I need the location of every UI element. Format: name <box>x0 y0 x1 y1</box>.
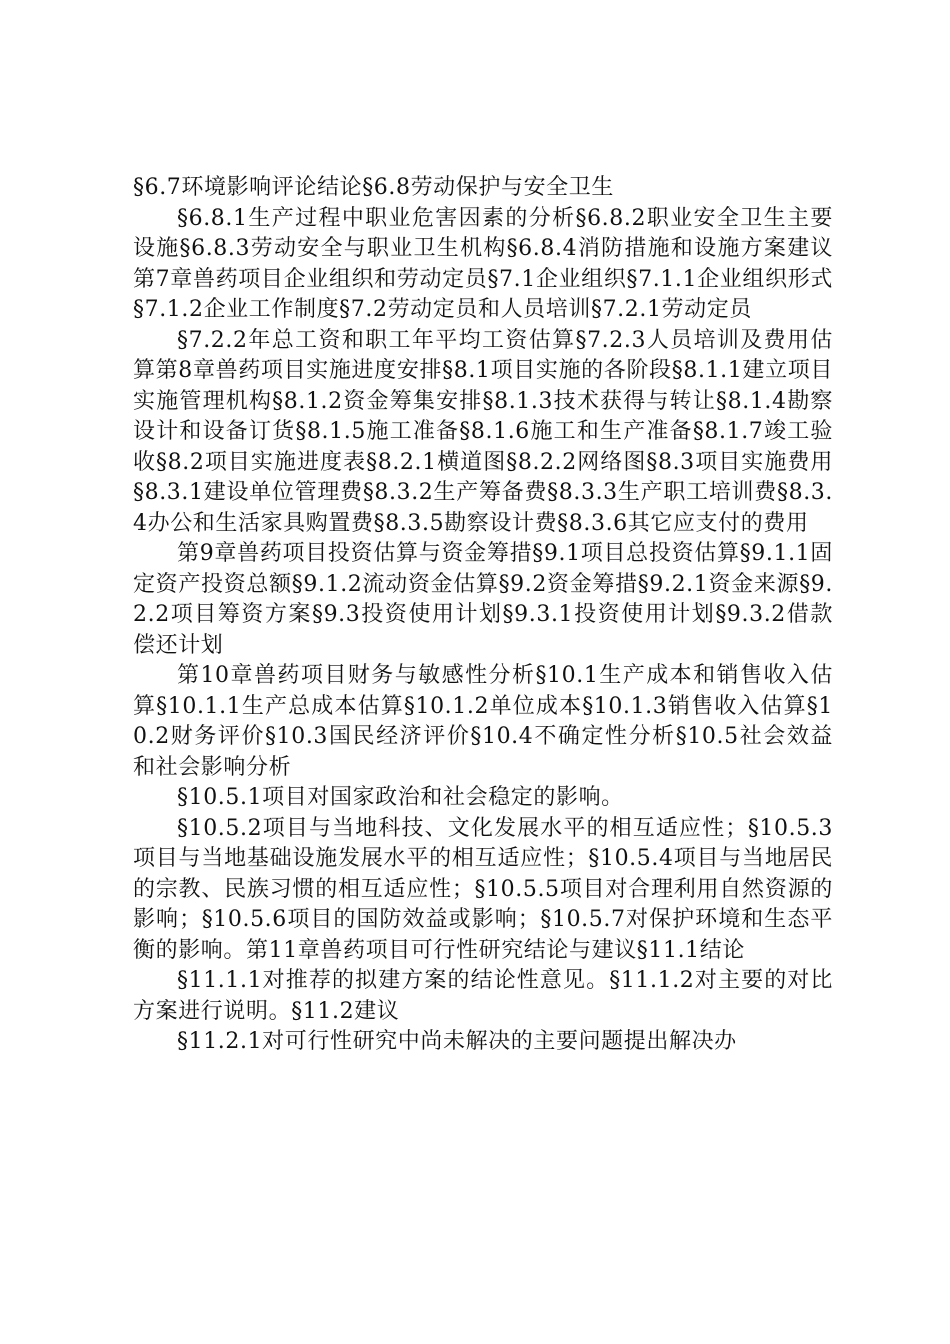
paragraph-5: 第10章兽药项目财务与敏感性分析§10.1生产成本和销售收入估算§10.1.1生产总成本估算§10.1.2单位成本§10.1.3销售收入估算§10.2财务评价§10.3国民经济评价§10.4不确定性分析§10.5社会效益和社会影响分析 <box>133 663 833 780</box>
paragraph-4: 第9章兽药项目投资估算与资金筹措§9.1项目总投资估算§9.1.1固定资产投资总额§9.1.2流动资金估算§9.2资金筹措§9.2.1资金来源§9.2.2项目筹资方案§9.3投资使用计划§9.3.1投资使用计划§9.3.2借款偿还计划 <box>133 541 833 658</box>
paragraph-6: §10.5.1项目对国家政治和社会稳定的影响。 <box>177 785 624 810</box>
paragraph-8: §11.1.1对推荐的拟建方案的结论性意见。§11.1.2对主要的对比方案进行说明。§11.2建议 <box>133 968 833 1024</box>
paragraph-9: §11.2.1对可行性研究中尚未解决的主要问题提出解决办 <box>177 1029 737 1054</box>
paragraph-1: §6.7环境影响评论结论§6.8劳动保护与安全卫生 <box>133 175 614 200</box>
paragraph-2: §6.8.1生产过程中职业危害因素的分析§6.8.2职业安全卫生主要设施§6.8.3劳动安全与职业卫生机构§6.8.4消防措施和设施方案建议第7章兽药项目企业组织和劳动定员§7.1企业组织§7.1.1企业组织形式§7.1.2企业工作制度§7.2劳动定员和人员培训§7.2.1劳动定员 <box>133 205 833 322</box>
paragraph-7: §10.5.2项目与当地科技、文化发展水平的相互适应性；§10.5.3项目与当地基础设施发展水平的相互适应性；§10.5.4项目与当地居民的宗教、民族习惯的相互适应性；§10.5.5项目对合理利用自然资源的影响；§10.5.6项目的国防效益或影响；§10.5.7对保护环境和生态平衡的影响。第11章兽药项目可行性研究结论与建议§11.1结论 <box>133 815 833 963</box>
document-body <box>133 173 833 1058</box>
paragraph-3: §7.2.2年总工资和职工年平均工资估算§7.2.3人员培训及费用估算第8章兽药项目实施进度安排§8.1项目实施的各阶段§8.1.1建立项目实施管理机构§8.1.2资金筹集安排§8.1.3技术获得与转让§8.1.4勘察设计和设备订货§8.1.5施工准备§8.1.6施工和生产准备§8.1.7竣工验收§8.2项目实施进度表§8.2.1横道图§8.2.2网络图§8.3项目实施费用§8.3.1建设单位管理费§8.3.2生产筹备费§8.3.3生产职工培训费§8.3.4办公和生活家具购置费§8.3.5勘察设计费§8.3.6其它应支付的费用 <box>133 327 833 536</box>
